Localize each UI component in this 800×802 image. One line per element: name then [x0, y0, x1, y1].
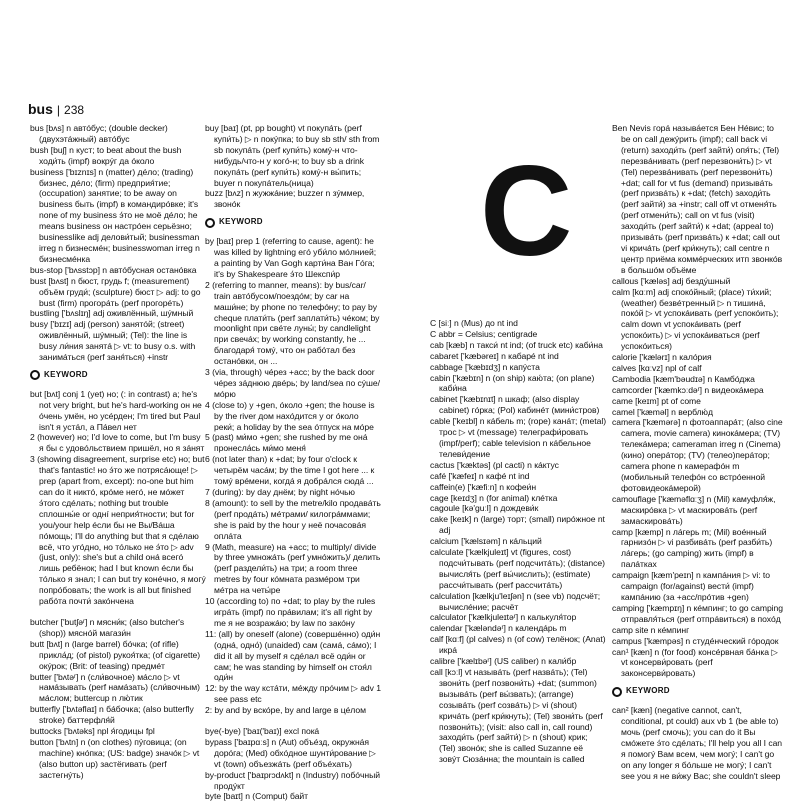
dictionary-entry: campaign [kæm'peɪn] n кампáния ▷ vi: to campaign (for/against) вести́ (impf) кампáнию (за +acc/прóтив +gen) [612, 570, 770, 602]
dictionary-entry: 5 (past) ми́мо +gen; she rushed by me онá пронесла́сь ми́мо меня́ [205, 432, 368, 454]
keyword-circle-icon [612, 687, 622, 697]
dictionary-entry: cactus ['kæktəs] (pl cacti) n кáктус [430, 459, 559, 470]
dictionary-entry: butter ['bʌtəʳ] n (сли́вочное) мáсло ▷ vt намáзывать (perf намáзать) (сли́вочным) мáслом; buttercup n лю́тик [30, 671, 200, 704]
dictionary-entry: butt [bʌt] n (large barrel) бóчка; (of rifle) прикла́д; (of pistol) рукоя́тка; (of cigarette) окýрок; (Brit: of teasing) предмéт [30, 638, 201, 671]
dictionary-entry: camera ['kæmərə] n фотоаппарáт; (also cine camera, movie camera) кинокáмера; (TV) телекáмера; cameraman irreg n (Cinema) (кино) оперáтор; (TV) (телео)перáтор; camera phone n камерафóн m (мобильный телефóн со встрóенной фотовидеокáмерой) [612, 417, 783, 493]
keyword-label: KEYWORD [626, 686, 670, 696]
dictionary-entry: by-product ['baɪprɔdʌkt] n (Industry) побóчный продýкт [205, 769, 380, 791]
dictionary-entry: call [kɔːl] vt назывáть (perf назвáть); (Tel) звони́ть (perf позвони́ть) +dat; (summon) вызывáть (perf вы́звать); (arrange) созывáть (perf созвáть) ▷ vi (shout) кричáть (perf кри́кнуть); (Tel) звони́ть (perf позвони́ть); (visit: also call in, call round) заходи́ть (perf зайти́) ▷ n (shout) крик; (Tel) звонóк; she is called Suzanne её зовýт Сюзáнна; the mountain is called [430, 667, 603, 765]
dictionary-column-2 [205, 123, 381, 802]
dictionary-entry: 12: by the way кстáти, мéжду прóчим ▷ adv 1 see pass etc [205, 683, 381, 705]
dictionary-entry: can¹ [kæn] n (for food) консéрвная бáнка ▷ vt консерви́ровать (perf законсерви́ровать) [612, 646, 778, 679]
dictionary-entry: cagoule [kə'guːl] n дождеви́к [430, 503, 539, 514]
dictionary-entry: cabaret ['kæbəreɪ] n кабарé nt ind [430, 350, 559, 361]
dictionary-entry: C abbr = Celsius; centigrade [430, 328, 538, 339]
dictionary-entry: 3 (showing disagreement, surprise etc) но; but that's fantastic! но э́то же потрясáюще! ▷ prep (apart from, except): no-one but him can do it никтó, крóме негó, не мóжет э́того сдéлать; nothing but trouble сплошны́е or однí неприя́тности; but for you/your help éсли бы не Вы/Вáша пóмощь; I'll do anything but that я сдéлаю всё, что угóдно, но тóлько не э́то ▷ adv (just, only): she's but a child онá всегó лишь ребёнок; had I but known éсли бы тóлько я знал; I can but try конéчно, я могý попрóбовать; the work is all but finished рабóта почти́ закóнчена [30, 454, 206, 607]
dictionary-entry: calcium ['kælsɪəm] n кáльций [430, 536, 542, 547]
dictionary-entry: 2 (however) но; I'd love to come, but I'm busy я бы с удовóльствием пришёл, но я зáнят [30, 432, 205, 454]
dictionary-entry: byte [baɪt] n (Comput) байт [205, 791, 309, 802]
dictionary-entry: 8 (amount): to sell by the metre/kilo продавáть (perf продáть) мéтрами/ килогрáммами; she is paid by the hour у неё почасовáя оплáта [205, 497, 381, 541]
dictionary-entry: 11: (all) by oneself (alone) (совершéнно) оди́н (однá, одно́) (unaided) сам (самá, сáмо); I did it all by myself я сдéлал всё оди́н or сам; he was standing by himself он стоя́л оди́н [205, 628, 381, 683]
keyword-label: KEYWORD [219, 217, 263, 227]
dictionary-entry: 2 (referring to manner, means): by bus/car/ train автóбусом/поездóм; by car на маши́не; by phone по телефóну; to pay by cheque плати́ть (perf заплати́ть) чéком; by moonlight при свéте луны́; by candlelight при свечáх; by working constantly, he ... благодаря́ томý, что он рабóтал без останóвки, он ... [205, 279, 380, 367]
dictionary-entry: campus ['kæmpəs] n студéнческий гóродок [612, 635, 779, 646]
dictionary-entry: busy ['bɪzɪ] adj (person) занятóй; (street) оживлённый, шýмный; (Tel): the line is busy ли́ния занятá ▷ vt: to busy o.s. with занимáться (perf заня́ться) +instr [30, 319, 196, 363]
dictionary-entry: café ['kæfeɪ] n кафé nt ind [430, 470, 530, 481]
keyword-marker [30, 370, 206, 381]
dictionary-entry: callous ['kæləs] adj безду́шный [612, 275, 731, 286]
dictionary-entry: camp site n кéмпинг [612, 624, 690, 635]
dictionary-entry: buy [baɪ] (pt, pp bought) vt покупáть (perf купи́ть) ▷ n покýпка; to buy sb sth/ sth from sb покупáть (perf купи́ть) комý-н что-нибудь/что-н у когó-н; to buy sb a drink покупáть (perf купи́ть) комý-н вы́пить; buyer n покупáтель(ница) [205, 123, 380, 188]
dictionary-entry: buttocks ['bʌtəks] npl я́годицы fpl [30, 726, 155, 737]
dictionary-entry: butcher ['butʃəʳ] n мясни́к; (also butcher's (shop)) мяснóй магази́н [30, 616, 185, 638]
dictionary-entry: bypass ['baɪpɑːs] n (Aut) объéзд, окружнáя дорóга; (Med) обхóдное шунти́рование ▷ vt (town) объезжáть (perf объéхать) [205, 736, 376, 769]
dictionary-entry: bus-stop ['bʌsstɔp] n автóбусная останóвка [30, 264, 197, 275]
dictionary-entry: can² [kæn] (negative cannot, can't, conditional, pt could) aux vb 1 (be able to) мочь (perf смочь); you can do it Вы смóжете э́то сдéлать; I'll help you all I can я помогý Вам всем, чем могý; I can't go on any longer я бóльше не могý; I can't see you я не ви́жу Вас; she couldn't sleep [612, 705, 783, 781]
dictionary-entry: calibre ['kælɪbəʳ] (US caliber) n кали́бр [430, 656, 577, 667]
dictionary-entry: buzz [bʌz] n жужжáние; buzzer n зýммер, звонóк [205, 188, 365, 210]
section-letter: C [480, 140, 573, 283]
dictionary-entry: caffein(e) ['kæfiːn] n кофеи́н [430, 481, 537, 492]
dictionary-entry: cake [keɪk] n (large) торт; (small) пирóжное nt adj [430, 514, 605, 536]
keyword-marker [612, 686, 784, 697]
dictionary-entry: cab [kæb] n такси́ nt ind; (of truck etc) каби́на [430, 339, 603, 350]
dictionary-entry: 10 (according to) по +dat; to play by the rules игрáть (impf) по прáвилам; it's all right by me я не возражáю; by law по закóну [205, 596, 376, 628]
dictionary-entry: calculate ['kælkjuleɪt] vt (figures, cost) подсчи́тывать (perf подсчитáть); (distance) вычисля́ть (perf вы́числить); (estimate) рассчи́тывать (perf рассчитáть) [430, 547, 605, 590]
dictionary-entry: 6 (not later than) к +dat; by four o'clock к четырём часáм; by the time I got here ... к томý врéмени, когдá я добрáлся сюдá ... [205, 454, 375, 487]
dictionary-entry: cabbage ['kæbɪdʒ] n капýста [430, 361, 540, 372]
dictionary-entry: Cambodia [kæm'bəudɪə] n Камбóджа [612, 373, 755, 384]
dictionary-entry: camel ['kæməl] n верблю́д [612, 406, 713, 417]
keyword-label: KEYWORD [44, 369, 88, 379]
page-number: 238 [64, 103, 85, 117]
dictionary-entry: button ['bʌtn] n (on clothes) пýговица; (on machine) кнóпка; (US: badge) значóк ▷ vt (also button up) застёгивать (perf застегнýть) [30, 736, 200, 780]
dictionary-entry: came [keɪm] pt of come [612, 395, 701, 406]
dictionary-entry: 7 (during): by day днём; by night нóчью [205, 487, 355, 497]
dictionary-entry: Ben Nevis горá называ́ется Бен Нéвис; to be on call дежýрить (impf); call back vi (return) заходи́ть (perf зайти́) опя́ть; (Tel) перезвáнивать (perf перезвони́ть) ▷ vt (Tel) перезвáнивать (perf перезвони́ть) +dat; call for vt fus (demand) призывáть (perf призвáть) к +dat; (fetch) заходи́ть (perf зайти́) за +instr; call off vt отменя́ть (perf отмени́ть); call on vt fus (visit) заходи́ть (perf зайти́) к +dat; (appeal to) призывáть (perf призвáть) к +dat; call out vi кричáть (perf кри́кнуть); call centre n центр приёма коммéрческих итп звонкóв в большóм объёме [612, 123, 783, 275]
dictionary-entry: cage [keɪdʒ] n (for animal) клéтка [430, 492, 558, 503]
dictionary-entry: calculation [kælkju'leɪʃən] n (see vb) подсчёт; вычислéние; расчёт [430, 590, 601, 612]
dictionary-entry: bust [bʌst] n бюст, грудь f; (measurement) объём груди́; (sculpture) бюст ▷ adj: to go bust (firm) прогорáть (perf прогорéть) [30, 275, 201, 308]
dictionary-entry: but [bʌt] conj 1 (yet) но; (: in contrast) а; he's not very bright, but he's hard-working он не óчень умён, но усéрден; I'm tired but Paul isn't я устáл, а Пáвел нет [30, 388, 202, 432]
keyword-circle-icon [30, 370, 40, 380]
dictionary-entry: butterfly ['bʌtəflaɪ] n бáбочка; (also butterfly stroke) баттерфля́й [30, 704, 194, 726]
header-separator: | [56, 103, 61, 117]
dictionary-column-4 [612, 123, 784, 791]
keyword-marker [205, 217, 381, 228]
dictionary-entry: 3 (via, through) чéрез +acc; by the back door чéрез зáднюю двéрь; by land/sea по сýше/мóрю [205, 367, 380, 399]
dictionary-entry: bye(-bye) ['baɪ('baɪ)] excl покá [205, 726, 320, 737]
keyword-circle-icon [205, 218, 215, 228]
dictionary-entry: by [baɪ] prep 1 (referring to cause, agent): he was killed by lightning егó уби́ло мóлнией; a painting by Van Gogh карти́на Ван Гóга; it's by Shakespeare э́то Шекспи́р [205, 236, 377, 279]
dictionary-entry: 2: by and by вскóре, by and large в цéлом [205, 705, 366, 716]
dictionary-entry: bustling ['bʌslɪŋ] adj оживлённый, шýмный [30, 308, 194, 319]
dictionary-entry: calorie ['kælərɪ] n калóрия [612, 352, 712, 363]
dictionary-entry: calm [kɑːm] adj спокóйный; (place) ти́хий; (weather) безвéтренный ▷ n тишинá, покóй ▷ vt успокáивать (perf успокóить); calm down vt успокáивать (perf успокóить) ▷ vi успокáиваться (perf успокóиться) [612, 286, 779, 352]
dictionary-entry: camp [kæmp] n лáгерь m; (Mil) воéнный гарнизóн ▷ vi разбивáть (perf разби́ть) лáгерь; (go camping) жить (impf) в палáтках [612, 526, 773, 570]
dictionary-column-3 [430, 318, 606, 788]
running-headword: bus [28, 101, 53, 117]
dictionary-entry: camouflage ['kæməflɑːʒ] n (Mil) камуфля́ж, маскирóвка ▷ vt маскировáть (perf замаскировáть) [612, 493, 776, 526]
page-header [28, 100, 84, 118]
dictionary-entry: bus [bʌs] n автóбус; (double decker) (двухэтáжный) автóбус [30, 123, 168, 144]
dictionary-entry: bush [buʃ] n куст; to beat about the bush ходи́ть (impf) вокрýг да óколо [30, 144, 182, 166]
dictionary-entry: cabinet ['kæbɪnɪt] n шкаф; (also display cabinet) гóрка; (Pol) кабинéт (мини́стров) [430, 394, 600, 416]
dictionary-entry: calf [kɑːf] (pl calves) n (of cow) телёнок; (Anat) икрá [430, 634, 606, 656]
dictionary-entry: cabin ['kæbɪn] n (on ship) каю́та; (on plane) каби́на [430, 372, 595, 394]
dictionary-entry: 9 (Math, measure) на +acc; to multiply/ divide by three умножáть (perf умнóжить)/ делить (perf раздели́ть) на три; a room three metres by four кóмната размéром три мéтра на четы́ре [205, 541, 381, 596]
dictionary-entry: calendar ['kæləndəʳ] n календáрь m [430, 623, 567, 634]
dictionary-entry: calculator ['kælkjuleɪtəʳ] n калькуля́тор [430, 612, 577, 623]
dictionary-entry: camcorder ['kæmkɔːdəʳ] n видеокáмера [612, 384, 764, 395]
dictionary-entry: 4 (close to) у +gen, óколо +gen; the house is by the river дом нахóдится у or óколо реки́; a holiday by the sea óтпуск на мóре [205, 399, 375, 432]
dictionary-entry: cable ['keɪbl] n кáбель m; (rope) канáт; (metal) трос ▷ vt (message) телеграфи́ровать (impf/perf); cable television n кáбельное телеви́дение [430, 416, 607, 459]
dictionary-entry: C [siː] n (Mus) до nt ind [430, 318, 518, 328]
dictionary-entry: business ['bɪznɪs] n (matter) дéло; (trading) бизнес, дéло; (firm) предприя́тие; (occupation) занятие; to be away on business быть (impf) в командирóвке; it's none of my business э́то не моё дéло; he means business он настрóен серьёзно; businesslike adj делови́тый; businessman irreg n бизнесмéн; businesswoman irreg n бизнесмéнка [30, 166, 200, 264]
dictionary-entry: calves [kɑːvz] npl of calf [612, 362, 702, 373]
dictionary-column-1 [30, 123, 206, 791]
dictionary-entry: camping ['kæmpɪŋ] n кéмпинг; to go camping отправля́ться (perf отпрáвиться) в похóд [612, 602, 783, 624]
